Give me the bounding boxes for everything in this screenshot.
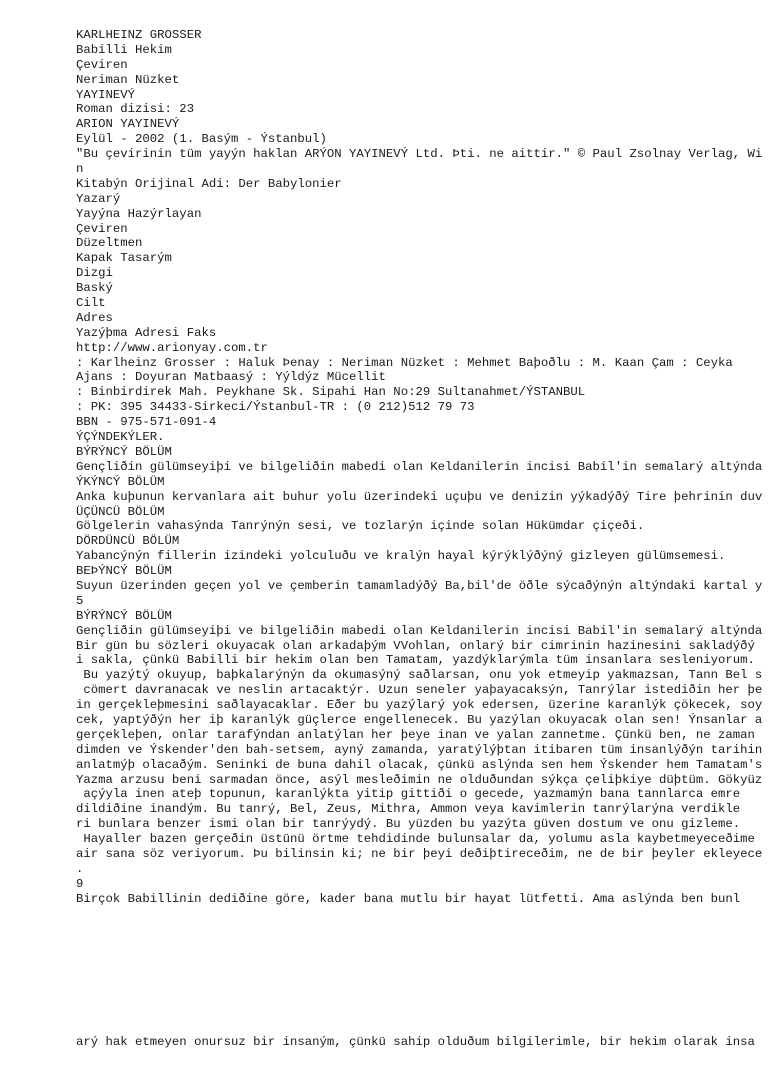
text-line: : PK: 395 34433-Sirkeci/Ýstanbul-TR : (0 212)512 79 73: [76, 400, 475, 415]
text-line: Çeviren: [76, 57, 128, 72]
text-line: Neriman Nüzket: [76, 72, 180, 87]
text-line: Gençliðin gülümseyiþi ve bilgeliðin mabedi olan Keldanilerin incisi Babil'in semalarý altýnda: [76, 459, 763, 474]
text-line: Bir gün bu sözleri okuyacak olan arkadaþým VVohlan, onlarý bir cimrinin hazinesini sakladýðý: [76, 638, 755, 653]
text-line: arý hak etmeyen onursuz bir insaným, çünkü sahip olduðum bilgilerimle, bir hekim olarak insa: [76, 1034, 755, 1049]
text-line: Düzeltmen: [76, 236, 143, 251]
text-line: Anka kuþunun kervanlara ait buhur yolu üzerindeki uçuþu ve denizin yýkadýðý Tire þehrinin duv: [76, 489, 763, 504]
text-line: ÝKÝNCÝ BÖLÜM: [76, 474, 165, 489]
text-line: Yazarý: [76, 191, 121, 206]
text-line: 9: [76, 876, 84, 891]
text-line: açýyla inen ateþ topunun, karanlýkta yitip gittiði o gecede, yazmamýn bana tannlarca emre: [76, 787, 741, 802]
text-line: Kapak Tasarým: [76, 251, 172, 266]
text-line: Yazma arzusu beni sarmadan önce, asýl mesleðimin ne olduðundan sýkça çeliþkiye düþtüm. Gökyüz: [76, 772, 763, 787]
text-line: BÝRÝNCÝ BÖLÜM: [76, 608, 172, 623]
text-line: BEÞÝNCÝ BÖLÜM: [76, 564, 172, 579]
text-line: anlatmýþ olacaðým. Seninki de buna dahil olacak, çünkü aslýnda sen hem Ýskender hem Tamatam's: [76, 757, 763, 772]
text-line: gerçekleþen, onlar tarafýndan anlatýlan her þeye inan ve yalan zannetme. Çünkü ben, ne zaman: [76, 727, 755, 742]
text-line: ARION YAYINEVÝ: [76, 117, 180, 132]
text-line: i sakla, çünkü Babilli bir hekim olan ben Tamatam, yazdýklarýmla tüm insanlara sesleniyorum.: [76, 653, 755, 668]
text-line: "Bu çevirinin tüm yayýn haklan ARÝON YAYINEVÝ Ltd. Þti. ne aittir." © Paul Zsolnay Verlag, Wi: [76, 147, 763, 162]
text-line: ÝÇÝNDEKÝLER.: [76, 430, 165, 445]
text-line: cömert davranacak ve neslin artacaktýr. Uzun seneler yaþayacaksýn, Tanrýlar istediðin her þe: [76, 683, 763, 698]
text-line: : Karlheinz Grosser : Haluk Þenay : Neriman Nüzket : Mehmet Baþoðlu : M. Kaan Çam : Ceyka: [76, 355, 733, 370]
text-line: Hayaller bazen gerçeðin üstünü örtme tehdidinde bulunsalar da, yolumu asla kaybetmeyeceðime: [76, 832, 755, 847]
text-line: : Binbirdirek Mah. Peykhane Sk. Sipahi Han No:29 Sultanahmet/ÝSTANBUL: [76, 385, 586, 400]
text-line: Ajans : Doyuran Matbaasý : Yýldýz Mücellit: [76, 370, 386, 385]
text-line: Bu yazýtý okuyup, baþkalarýnýn da okumasýný saðlarsan, onu yok etmeyip yakmazsan, Tann Bel s: [76, 668, 763, 683]
text-line: air sana söz veriyorum. Þu bilinsin ki; ne bir þeyi deðiþtireceðim, ne de bir þeyler ekleyece: [76, 846, 763, 861]
text-line: .: [76, 861, 84, 876]
text-line: dildiðine inandým. Bu tanrý, Bel, Zeus, Mithra, Ammon veya kavimlerin tanrýlarýna verdikle: [76, 802, 741, 817]
text-line: Cilt: [76, 296, 106, 311]
text-line: Çeviren: [76, 221, 128, 236]
text-line: cek, yaptýðýn her iþ karanlýk güçlerce engellenecek. Bu yazýlan okuyacak olan sen! Ýnsanlar a: [76, 712, 763, 727]
text-line: 5: [76, 593, 84, 608]
text-line: in gerçekleþmesini saðlayacaklar. Eðer bu yazýlarý yok edersen, üzerine karanlýk çökecek, soy: [76, 698, 763, 713]
text-line: Kitabýn Orijinal Adi: Der Babylonier: [76, 176, 342, 191]
text-line: YAYINEVÝ: [76, 87, 136, 102]
text-line: Adres: [76, 310, 113, 325]
text-line: dimden ve Ýskender'den bah-setsem, ayný zamanda, yaratýlýþtan itibaren tüm insanlýðýn tarihin: [76, 742, 763, 757]
text-line: BBN - 975-571-091-4: [76, 415, 217, 430]
text-line: Dizgi: [76, 266, 113, 281]
text-line: Gençliðin gülümseyiþi ve bilgeliðin mabedi olan Keldanilerin incisi Babil'in semalarý altýnda: [76, 623, 763, 638]
text-line: KARLHEINZ GROSSER: [76, 28, 202, 42]
text-line: Yabancýnýn fillerin izindeki yolculuðu ve kralýn hayal kýrýklýðýný gizleyen gülümsemesi.: [76, 549, 726, 564]
text-line: Suyun üzerinden geçen yol ve çemberin tamamladýðý Ba,bil'de öðle sýcaðýnýn altýndaki kartal y: [76, 578, 763, 593]
text-line: ÜÇÜNCÜ BÖLÜM: [76, 504, 165, 519]
text-line: Birçok Babillinin dediðine göre, kader bana mutlu bir hayat lütfetti. Ama aslýnda ben bunl: [76, 891, 741, 906]
text-line: Yayýna Hazýrlayan: [76, 206, 202, 221]
text-line: Babilli Hekim: [76, 42, 172, 57]
text-line: http://www.arionyay.com.tr: [76, 340, 268, 355]
document-body: [76, 28, 768, 907]
text-line: Roman dizisi: 23: [76, 102, 195, 117]
text-line: DÖRDÜNCÜ BÖLÜM: [76, 534, 180, 549]
text-line: n: [76, 162, 84, 177]
text-line: Yazýþma Adresi Faks: [76, 325, 217, 340]
text-line: ri bunlara benzer ismi olan bir tanrýydý. Bu yüzden bu yazýta güven dostum ve onu gizleme.: [76, 817, 741, 832]
page-continuation: [76, 1005, 768, 1065]
text-line: BÝRÝNCÝ BÖLÜM: [76, 444, 172, 459]
text-line: Eylül - 2002 (1. Basým - Ýstanbul): [76, 132, 327, 147]
text-line: Gölgelerin vahasýnda Tanrýnýn sesi, ve tozlarýn içinde solan Hükümdar çiçeði.: [76, 519, 645, 534]
text-line: Baský: [76, 281, 113, 296]
